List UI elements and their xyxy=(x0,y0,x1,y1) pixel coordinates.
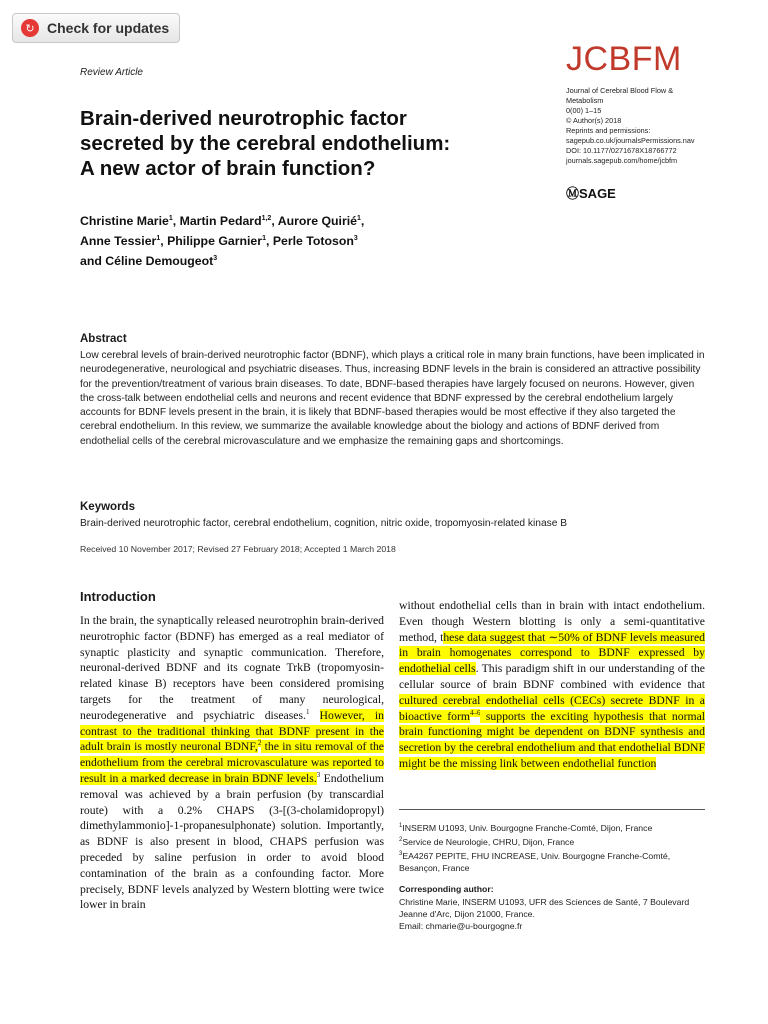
affiliation-number: 2 xyxy=(399,836,403,843)
highlighted-text: the in situ removal of the endothelium from the cerebral microvasculature was reported to result in a marked decrease in brain BDNF levels. xyxy=(80,740,384,785)
journal-meta-line: journals.sagepub.com/home/jcbfm xyxy=(566,156,678,165)
keywords-heading: Keywords xyxy=(80,501,135,513)
update-icon: ↻ xyxy=(21,19,39,37)
body-text: In the brain, the synaptically released neurotrophin brain-derived neurotrophic factor (BDNF) has emerged as a real mediator of synaptic plasticity and synaptic communication. Therefore, neuronal-derived BDNF and its cognate TrkB (tropomyosin-related kinase B) receptors have been considered promising targets for the treatment of many neurological, neurodegenerative and psychiatric diseases. xyxy=(80,614,384,722)
author-name: Perle Totoson xyxy=(272,234,354,249)
keywords-text: Brain-derived neurotrophic factor, cerebral endothelium, cognition, nitric oxide, tropomyosin-related kinase B xyxy=(80,518,567,529)
publisher-name: SAGE xyxy=(579,186,616,201)
author-list: Christine Marie$^1$, Martin Pedard$^{1,2}$, Aurore Quirié$^1$, Anne Tessier$^1$, Philippe Garnier$^1$, Perle Totoson$^3$ and Céline Demougeot$^3$ xyxy=(80,214,365,269)
citation-link[interactable]: 2 xyxy=(257,739,262,748)
journal-meta-line: Reprints and permissions: xyxy=(566,126,651,135)
author-affil: 1 xyxy=(262,235,266,243)
author-name: Aurore Quirié xyxy=(277,214,357,229)
highlighted-text: cultured cerebral endothelial cells (CECs) secrete BDNF in a bioactive form xyxy=(399,693,705,723)
journal-meta xyxy=(566,86,756,166)
affiliation-item xyxy=(399,834,705,848)
citation-link[interactable]: 1 xyxy=(305,707,310,716)
journal-meta-line: sagepub.co.uk/journalsPermissions.nav xyxy=(566,136,695,145)
introduction-right-column xyxy=(399,598,705,772)
abstract-heading: Abstract xyxy=(80,333,127,345)
article-dates: Received 10 November 2017; Revised 27 February 2018; Accepted 1 March 2018 xyxy=(80,544,396,554)
affiliation-number: 3 xyxy=(399,850,403,857)
author-name: Céline Demougeot xyxy=(105,254,214,269)
author-name: Martin Pedard xyxy=(179,214,262,229)
abstract-text: Low cerebral levels of brain-derived neurotrophic factor (BDNF), which plays a critical role in many brain functions, have been implicated in neurodegenerative, neurological and psychiatric diseases. Thus, increasing BDNF levels in the brain is considered an attractive possibility for the prevention/treatment of various brain diseases. To date, BDNF-based therapies have largely focused on neurons. However, given the cross-talk between endothelial cells and neurons and recent evidence that BDNF expressed by the cerebral endothelium largely accounts for BDNF levels present in the brain, it is likely that BDNF-based therapies would be most effective if they also targeted the cerebral endothelium. In this review, we summarize the available knowledge about the biology and actions of BDNF derived from endothelial cells of the cerebral microvasculature and we emphasize the remaining gaps and shortcomings. xyxy=(80,350,705,447)
sage-logo xyxy=(566,183,616,202)
affiliations xyxy=(399,820,705,874)
corresponding-author-heading: Corresponding author: xyxy=(399,884,494,894)
affiliation-item xyxy=(399,820,705,834)
body-text: without endothelial cells than in brain with intact endothelium. Even though Western blotting is only a semi-quantitative method, t xyxy=(399,599,705,644)
affiliation-item xyxy=(399,848,705,874)
corresponding-author xyxy=(399,896,705,932)
author-affil: 1,2 xyxy=(261,215,272,222)
affiliation-text: INSERM U1093, Univ. Bourgogne Franche-Comté, Dijon, France xyxy=(402,822,653,833)
affiliation-text: EA4267 PEPITE, FHU INCREASE, Univ. Bourgogne Franche-Comté, Besançon, France xyxy=(399,850,671,873)
title-line: Brain-derived neurotrophic factor xyxy=(80,107,407,130)
check-for-updates-label: Check for updates xyxy=(47,20,170,36)
corresponding-address: Christine Marie, INSERM U1093, UFR des Sciences de Santé, 7 Boulevard Jeanne d'Arc, Dijon 21000, France. xyxy=(399,897,690,919)
body-text: Endothelium removal was achieved by a brain perfusion (by transcardial route) with a 0.2% CHAPS (3-[(3-cholamidopropyl) dimethylammonio]-1-propanesulphonate) solution. Importantly, as BDNF is also present in blood, CHAPS perfusion was preceded by saline perfusion in order to avoid blood contamination of the brain as a confounding factor. More precisely, BDNF levels analyzed by Western blotting were twice lower in brain xyxy=(80,771,385,912)
author-name: Philippe Garnier xyxy=(167,234,263,249)
journal-meta-line: Metabolism xyxy=(566,96,604,105)
author-name: Anne Tessier xyxy=(80,234,157,249)
sage-s-icon: Ⓜ xyxy=(566,186,580,201)
journal-logo: JCBFM xyxy=(566,40,682,78)
author-name: Christine Marie xyxy=(80,214,169,229)
title-line: A new actor of brain function? xyxy=(80,157,376,180)
article-title xyxy=(80,106,550,181)
journal-meta-line: 0(00) 1–15 xyxy=(566,106,602,115)
title-line: secreted by the cerebral endothelium: xyxy=(80,132,451,155)
author-affil: 1 xyxy=(168,215,173,222)
author-affil: 3 xyxy=(353,235,358,243)
article-type: Review Article xyxy=(80,67,143,78)
journal-meta-line: DOI: 10.1177/0271678X18766772 xyxy=(566,146,677,155)
citation-link[interactable]: 4–6 xyxy=(469,708,481,717)
author-affil: 3 xyxy=(213,255,218,263)
highlighted-text: supports the exciting hypothesis that normal brain functioning might be dependent on BDNF synthesis and secretion by the cerebral endothelium and that endothelial BDNF might be the missing link between endothelial function xyxy=(399,709,705,770)
affiliation-text: Service de Neurologie, CHRU, Dijon, France xyxy=(402,836,575,847)
highlighted-text: However, in contrast to the traditional thinking that BDNF present in the adult brain is mostly neuronal BDNF, xyxy=(80,708,384,754)
corresponding-email[interactable]: Email: chmarie@u-bourgogne.fr xyxy=(399,921,523,931)
body-text: . This paradigm shift in our understanding of the cellular source of brain BDNF combined with evidence that xyxy=(399,662,705,691)
check-for-updates-button[interactable] xyxy=(12,13,180,43)
footnote-divider xyxy=(399,809,705,810)
highlighted-text: hese data suggest that ∼50% of BDNF levels measured in brain homogenates correspond to BDNF expressed by endothelial cells xyxy=(399,630,705,676)
introduction-heading: Introduction xyxy=(80,589,156,604)
citation-link[interactable]: 3 xyxy=(316,771,321,780)
author-affil: 1 xyxy=(356,215,361,222)
author-affil: 1 xyxy=(156,235,161,243)
journal-meta-line: © Author(s) 2018 xyxy=(566,116,622,125)
journal-meta-line: Journal of Cerebral Blood Flow & xyxy=(566,86,674,95)
affiliation-number: 1 xyxy=(399,823,403,829)
introduction-left-column xyxy=(80,613,384,913)
